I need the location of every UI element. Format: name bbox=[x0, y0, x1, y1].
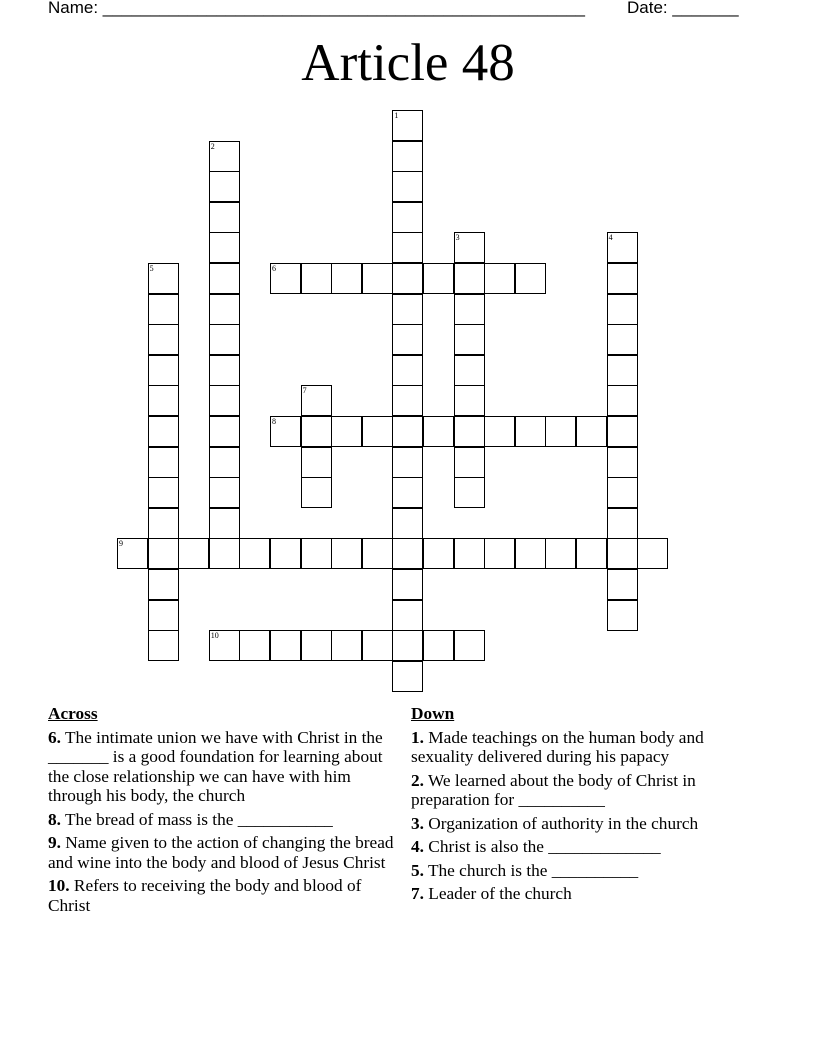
clue-number: 9. bbox=[48, 833, 61, 852]
crossword-cell[interactable] bbox=[607, 538, 638, 569]
crossword-cell[interactable] bbox=[148, 569, 179, 600]
crossword-cell[interactable] bbox=[148, 447, 179, 478]
cell-number: 2 bbox=[210, 141, 215, 151]
crossword-cell[interactable] bbox=[148, 600, 179, 631]
crossword-cell[interactable] bbox=[209, 232, 240, 263]
crossword-cell[interactable] bbox=[392, 661, 423, 692]
crossword-cell[interactable] bbox=[576, 416, 607, 447]
crossword-cell[interactable] bbox=[392, 355, 423, 386]
across-clue bbox=[48, 728, 398, 806]
down-clue bbox=[411, 771, 761, 810]
crossword-cell[interactable] bbox=[148, 630, 179, 661]
clue-text: Organization of authority in the church bbox=[423, 813, 699, 833]
crossword-cell[interactable] bbox=[209, 508, 240, 539]
crossword-cell[interactable] bbox=[454, 416, 485, 447]
crossword-cell[interactable] bbox=[607, 263, 638, 294]
clue-number: 10. bbox=[48, 876, 70, 895]
crossword-cell[interactable] bbox=[392, 538, 423, 569]
crossword-cell[interactable] bbox=[454, 538, 485, 569]
down-clue bbox=[411, 728, 761, 767]
cell-number: 6 bbox=[272, 264, 276, 273]
down-heading: Down bbox=[411, 704, 455, 723]
cell-number: 9 bbox=[119, 539, 123, 549]
crossword-cell[interactable] bbox=[148, 538, 179, 569]
crossword-cell[interactable] bbox=[392, 110, 423, 141]
crossword-cell[interactable] bbox=[362, 263, 393, 294]
clue-number: 8. bbox=[48, 809, 61, 829]
crossword-cell[interactable] bbox=[270, 630, 301, 661]
crossword-cell[interactable] bbox=[331, 538, 362, 569]
crossword-cell[interactable] bbox=[454, 477, 485, 508]
clue-text: The intimate union we have with Christ in the _______ is a good foundation for learning about the close relationship we can have with him through his body, the church bbox=[48, 727, 383, 805]
crossword-cell[interactable] bbox=[301, 263, 332, 294]
clue-text: Name given to the action of changing the bread and wine into the body and blood of Jesus Christ bbox=[48, 833, 394, 872]
crossword-cell[interactable] bbox=[607, 477, 638, 508]
crossword-cell[interactable] bbox=[148, 477, 179, 508]
clue-number: 5. bbox=[411, 860, 424, 880]
across-heading: Across bbox=[48, 704, 98, 723]
clue-text: We learned about the body of Christ in preparation for __________ bbox=[411, 770, 696, 809]
crossword-cell[interactable] bbox=[148, 263, 179, 294]
crossword-cell[interactable] bbox=[423, 263, 454, 294]
cell-number: 4 bbox=[608, 233, 613, 243]
crossword-cell[interactable] bbox=[209, 171, 240, 202]
clue-number: 7. bbox=[411, 884, 424, 903]
down-clue bbox=[411, 884, 761, 904]
crossword-cell[interactable] bbox=[392, 294, 423, 325]
clue-text: Leader of the church bbox=[423, 884, 572, 903]
crossword-cell[interactable] bbox=[454, 324, 485, 355]
page-title: Article 48 bbox=[301, 34, 515, 92]
crossword-cell[interactable] bbox=[270, 538, 301, 569]
clue-text: The bread of mass is the ___________ bbox=[60, 809, 333, 829]
crossword-cell[interactable] bbox=[392, 141, 423, 172]
crossword-cell[interactable] bbox=[270, 263, 301, 294]
cell-number: 1 bbox=[394, 111, 399, 120]
clue-number: 3. bbox=[411, 813, 424, 833]
crossword-cell[interactable] bbox=[301, 385, 332, 416]
cell-number: 8 bbox=[272, 417, 276, 426]
crossword-cell[interactable] bbox=[392, 171, 423, 202]
crossword-cell[interactable] bbox=[392, 202, 423, 233]
crossword-cell[interactable] bbox=[362, 416, 393, 447]
crossword-cell[interactable] bbox=[392, 508, 423, 539]
crossword-cell[interactable] bbox=[209, 294, 240, 325]
crossword-cell[interactable] bbox=[239, 538, 270, 569]
crossword-cell[interactable] bbox=[209, 630, 240, 661]
crossword-cell[interactable] bbox=[209, 324, 240, 355]
crossword-cell[interactable] bbox=[607, 569, 638, 600]
crossword-cell[interactable] bbox=[607, 600, 638, 631]
crossword-cell[interactable] bbox=[454, 447, 485, 478]
cell-number: 10 bbox=[210, 631, 219, 641]
crossword-cell[interactable] bbox=[392, 385, 423, 416]
crossword-cell[interactable] bbox=[607, 385, 638, 416]
clue-number: 2. bbox=[411, 770, 424, 790]
crossword-cell[interactable] bbox=[392, 263, 423, 294]
crossword-cell[interactable] bbox=[209, 355, 240, 386]
crossword-cell[interactable] bbox=[515, 538, 546, 569]
clue-text: Refers to receiving the body and blood of Christ bbox=[48, 876, 362, 915]
crossword-cell[interactable] bbox=[392, 569, 423, 600]
crossword-cell[interactable] bbox=[148, 324, 179, 355]
crossword-cell[interactable] bbox=[454, 232, 485, 263]
down-clues bbox=[411, 704, 761, 908]
crossword-cell[interactable] bbox=[331, 416, 362, 447]
cell-number: 5 bbox=[149, 264, 154, 273]
clue-number: 1. bbox=[411, 727, 424, 747]
crossword-cell[interactable] bbox=[423, 538, 454, 569]
down-clue bbox=[411, 861, 761, 881]
crossword-cell[interactable] bbox=[209, 385, 240, 416]
crossword-cell[interactable] bbox=[607, 416, 638, 447]
crossword-cell[interactable] bbox=[392, 600, 423, 631]
crossword-cell[interactable] bbox=[515, 416, 546, 447]
date-field: Date: _______ bbox=[627, 0, 739, 17]
cell-number: 7 bbox=[302, 386, 307, 396]
crossword-cell[interactable] bbox=[148, 416, 179, 447]
across-clues bbox=[48, 704, 398, 919]
crossword-cell[interactable] bbox=[301, 630, 332, 661]
crossword-cell[interactable] bbox=[454, 294, 485, 325]
crossword-cell[interactable] bbox=[392, 447, 423, 478]
crossword-cell[interactable] bbox=[454, 630, 485, 661]
down-clue bbox=[411, 837, 761, 857]
crossword-cell[interactable] bbox=[301, 538, 332, 569]
crossword-cell[interactable] bbox=[148, 508, 179, 539]
crossword-cell[interactable] bbox=[545, 538, 576, 569]
clue-text: Made teachings on the human body and sexuality delivered during his papacy bbox=[411, 727, 704, 766]
crossword-cell[interactable] bbox=[392, 630, 423, 661]
crossword-cell[interactable] bbox=[484, 416, 515, 447]
crossword-cell[interactable] bbox=[362, 630, 393, 661]
across-clue bbox=[48, 876, 398, 915]
crossword-cell[interactable] bbox=[209, 416, 240, 447]
crossword-cell[interactable] bbox=[392, 324, 423, 355]
crossword-cell[interactable] bbox=[178, 538, 209, 569]
crossword-cell[interactable] bbox=[209, 263, 240, 294]
crossword-cell[interactable] bbox=[301, 477, 332, 508]
crossword-cell[interactable] bbox=[607, 324, 638, 355]
crossword-cell[interactable] bbox=[209, 141, 240, 172]
crossword-cell[interactable] bbox=[117, 538, 148, 569]
crossword-cell[interactable] bbox=[637, 538, 668, 569]
crossword-cell[interactable] bbox=[362, 538, 393, 569]
crossword-cell[interactable] bbox=[484, 538, 515, 569]
clue-number: 4. bbox=[411, 837, 424, 856]
crossword-cell[interactable] bbox=[392, 232, 423, 263]
crossword-cell[interactable] bbox=[209, 202, 240, 233]
crossword-cell[interactable] bbox=[331, 630, 362, 661]
clue-number: 6. bbox=[48, 727, 61, 747]
crossword-cell[interactable] bbox=[239, 630, 270, 661]
down-clue bbox=[411, 814, 761, 834]
clue-text: The church is the __________ bbox=[423, 860, 639, 880]
crossword-cell[interactable] bbox=[392, 416, 423, 447]
crossword-cell[interactable] bbox=[270, 416, 301, 447]
crossword-cell[interactable] bbox=[454, 263, 485, 294]
crossword-cell[interactable] bbox=[301, 447, 332, 478]
crossword-cell[interactable] bbox=[607, 508, 638, 539]
crossword-cell[interactable] bbox=[454, 385, 485, 416]
crossword-cell[interactable] bbox=[607, 294, 638, 325]
crossword-cell[interactable] bbox=[331, 263, 362, 294]
crossword-cell[interactable] bbox=[454, 355, 485, 386]
crossword-cell[interactable] bbox=[484, 263, 515, 294]
crossword-cell[interactable] bbox=[607, 447, 638, 478]
crossword-cell[interactable] bbox=[515, 263, 546, 294]
crossword-cell[interactable] bbox=[209, 538, 240, 569]
crossword-cell[interactable] bbox=[423, 416, 454, 447]
crossword-cell[interactable] bbox=[209, 447, 240, 478]
crossword-cell[interactable] bbox=[209, 477, 240, 508]
crossword-cell[interactable] bbox=[607, 232, 638, 263]
crossword-cell[interactable] bbox=[148, 294, 179, 325]
crossword-cell[interactable] bbox=[423, 630, 454, 661]
crossword-cell[interactable] bbox=[148, 385, 179, 416]
clue-text: Christ is also the _____________ bbox=[423, 837, 661, 856]
across-clue bbox=[48, 810, 398, 830]
crossword-cell[interactable] bbox=[576, 538, 607, 569]
cell-number: 3 bbox=[455, 233, 460, 243]
across-clue bbox=[48, 833, 398, 872]
crossword-cell[interactable] bbox=[607, 355, 638, 386]
crossword-cell[interactable] bbox=[392, 477, 423, 508]
crossword-cell[interactable] bbox=[148, 355, 179, 386]
name-field: Name: ___________________________________________________ bbox=[48, 0, 585, 17]
crossword-cell[interactable] bbox=[301, 416, 332, 447]
crossword-cell[interactable] bbox=[545, 416, 576, 447]
